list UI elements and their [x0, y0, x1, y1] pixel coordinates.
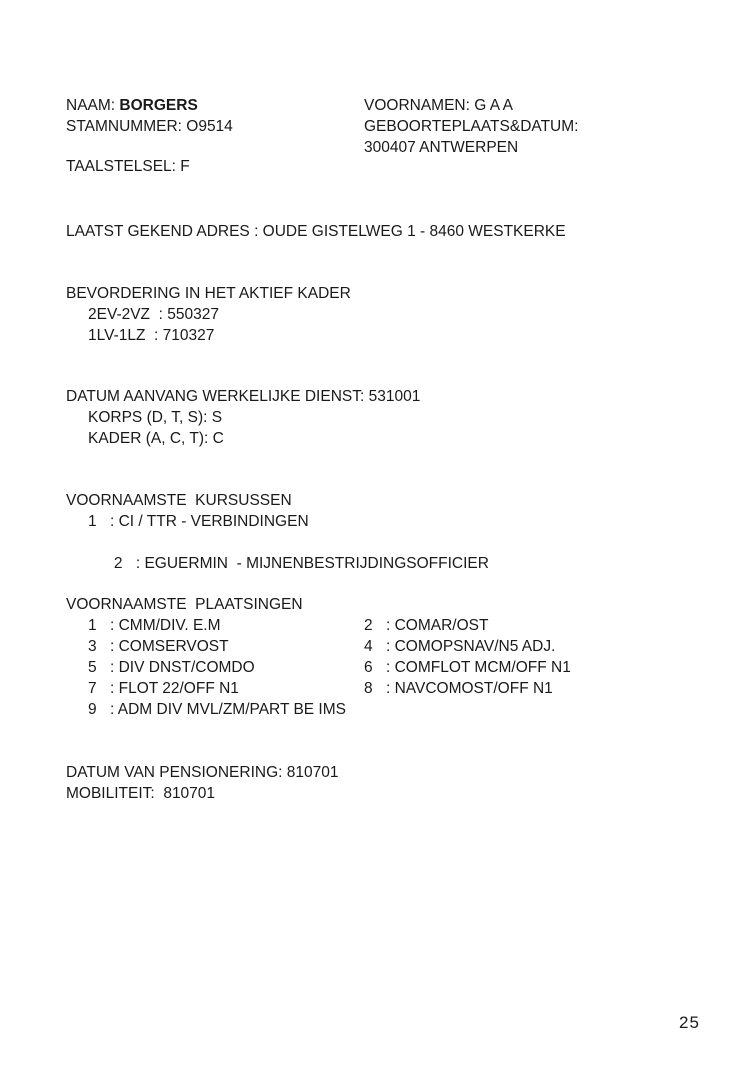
list-item	[66, 615, 706, 636]
korps: KORPS (D, T, S): S	[88, 409, 223, 426]
item-number: 1	[88, 617, 97, 634]
item-text: : COMOPSNAV/N5 ADJ.	[386, 638, 556, 655]
bevordering-line: 2EV-2VZ : 550327	[88, 306, 219, 323]
pensioen-section	[66, 762, 338, 804]
plaatsingen-section	[66, 594, 706, 720]
item-number: 3	[88, 638, 97, 655]
list-item	[364, 636, 555, 657]
list-item	[364, 615, 488, 636]
item-number: 2	[113, 555, 123, 572]
stamnummer: STAMNUMMER: O9514	[66, 118, 233, 135]
item-number: 2	[364, 617, 373, 634]
bevordering-title: BEVORDERING IN HET AKTIEF KADER	[66, 285, 351, 302]
item-number: 6	[364, 659, 373, 676]
item-text: : EGUERMIN - MIJNENBESTRIJDINGSOFFICIER	[135, 555, 489, 572]
naam-value: BORGERS	[119, 97, 198, 114]
item-number: 8	[364, 680, 373, 697]
adres: LAATST GEKEND ADRES : OUDE GISTELWEG 1 - 8460 WESTKERKE	[66, 223, 566, 240]
naam-line	[66, 95, 233, 116]
kader: KADER (A, C, T): C	[88, 430, 224, 447]
geboorte-value: 300407 ANTWERPEN	[364, 139, 519, 156]
taalstelsel: TAALSTELSEL: F	[66, 158, 190, 175]
header-left	[66, 95, 233, 177]
list-item	[66, 678, 706, 699]
header-right	[364, 95, 578, 158]
list-item	[66, 699, 706, 720]
kursussen-section	[66, 490, 489, 595]
mobiliteit: MOBILITEIT: 810701	[66, 785, 216, 802]
list-item	[66, 636, 706, 657]
item-text: : COMFLOT MCM/OFF N1	[386, 659, 571, 676]
item-text: : FLOT 22/OFF N1	[110, 680, 239, 697]
list-item	[364, 678, 553, 699]
dienst-section	[66, 386, 420, 449]
item-number: 9	[88, 701, 97, 718]
item-number: 5	[88, 659, 97, 676]
item-number: 1	[88, 513, 97, 530]
plaatsingen-title: VOORNAAMSTE PLAATSINGEN	[66, 596, 303, 613]
naam-label: NAAM:	[66, 97, 116, 114]
bevordering-section	[66, 283, 351, 346]
item-text: : COMAR/OST	[386, 617, 489, 634]
item-text: : NAVCOMOST/OFF N1	[386, 680, 553, 697]
item-text: : DIV DNST/COMDO	[110, 659, 255, 676]
list-item	[364, 657, 571, 678]
item-number: 4	[364, 638, 373, 655]
geboorte-label: GEBOORTEPLAATS&DATUM:	[364, 118, 579, 135]
item-text: : ADM DIV MVL/ZM/PART BE IMS	[110, 701, 346, 718]
item-text: : CMM/DIV. E.M	[110, 617, 221, 634]
voornamen: VOORNAMEN: G A A	[364, 97, 514, 114]
list-item	[66, 657, 706, 678]
item-text: : CI / TTR - VERBINDINGEN	[110, 513, 309, 530]
list-item	[66, 532, 489, 595]
item-number: 7	[88, 680, 97, 697]
pensionering: DATUM VAN PENSIONERING: 810701	[66, 764, 339, 781]
dienst-title: DATUM AANVANG WERKELIJKE DIENST: 531001	[66, 388, 421, 405]
list-item	[66, 511, 489, 532]
kursussen-title: VOORNAAMSTE KURSUSSEN	[66, 492, 292, 509]
bevordering-line: 1LV-1LZ : 710327	[88, 327, 215, 344]
item-text: : COMSERVOST	[110, 638, 229, 655]
page-number: 25	[679, 1013, 700, 1032]
